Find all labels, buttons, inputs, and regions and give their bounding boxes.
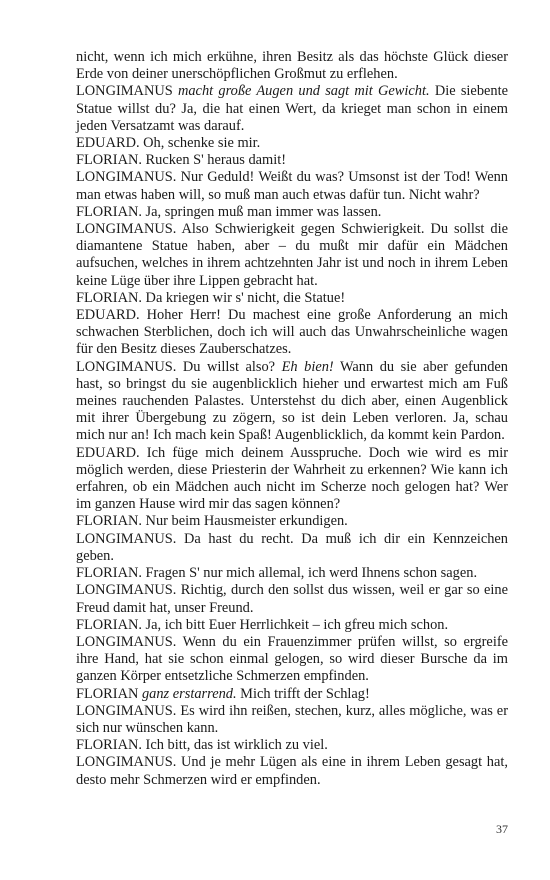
- speech-text: LONGIMANUS. Da hast du recht. Da muß ich dir ein Kennzeichen geben.: [76, 530, 508, 564]
- speech-text: FLORIAN. Ich bitt, das ist wirklich zu viel.: [76, 737, 328, 754]
- speech-paragraph: [76, 754, 508, 788]
- speech-text: FLORIAN. Ja, springen muß man immer was lassen.: [76, 203, 382, 220]
- speech-paragraph: [76, 531, 508, 565]
- page-number: 37: [496, 822, 508, 836]
- speech-text: FLORIAN. Da kriegen wir s' nicht, die Statue!: [76, 289, 346, 306]
- speech-paragraph: [76, 221, 508, 290]
- page-text: [76, 49, 508, 789]
- speech-text: EDUARD. Ich füge mich deinem Ausspruche. Doch wie wird es mir möglich werden, diese Priesterin der Wahrheit zu erkennen? Wie kann ich erfahren, ob ein Mädchen auch nicht im Scherze noch gelogen hat? Wer im ganzen Hause wird mir das sagen können?: [76, 444, 508, 513]
- speech-text: LONGIMANUS. Es wird ihn reißen, stechen, kurz, alles mögliche, was er sich nur wünschen kann.: [76, 702, 508, 736]
- speech-paragraph: [76, 703, 508, 737]
- speech-text: LONGIMANUS. Also Schwierigkeit gegen Schwierigkeit. Du sollst die diamantene Statue haben, aber – du mußt mir dafür ein Mädchen aufsuchen, welches in ihrem achtzehnten Jahr ist und noch in ihrem Leben keine Lüge über ihre Lippen gebracht hat.: [76, 221, 508, 289]
- speech-text: FLORIAN. Nur beim Hausmeister erkundigen.: [76, 513, 348, 530]
- speech-paragraph: [76, 359, 508, 445]
- speech-text: LONGIMANUS. Richtig, durch den sollst dus wissen, weil er gar so eine Freud damit hat, unser Freund.: [76, 582, 508, 616]
- stage-direction: ganz erstarrend.: [141, 685, 237, 702]
- stage-direction: macht große Augen und sagt mit Gewicht.: [177, 83, 430, 100]
- speech-text: LONGIMANUS. Wenn du ein Frauenzimmer prüfen willst, so ergreife ihre Hand, hat sie schon einmal gelogen, so wird dieser Bursche da im ganzen Körper entsetzliche Schmerzen empfinden.: [76, 633, 508, 685]
- speech-paragraph: [76, 445, 508, 514]
- speech-paragraph: [76, 204, 508, 221]
- speech-paragraph: [76, 49, 508, 83]
- speech-text: FLORIAN. Fragen S' nur mich allemal, ich werd Ihnens schon sagen.: [76, 565, 478, 582]
- speech-paragraph: [76, 565, 508, 582]
- speech-text: LONGIMANUS. Nur Geduld! Weißt du was? Umsonst ist der Tod! Wenn man etwas haben will, so muß man auch etwas dafür tun. Nicht wahr?: [76, 169, 508, 203]
- speech-text: Mich trifft der Schlag!: [236, 685, 370, 702]
- speech-paragraph: [76, 83, 508, 135]
- speech-text: FLORIAN: [76, 685, 142, 702]
- speech-paragraph: [76, 290, 508, 307]
- speech-text: LONGIMANUS: [76, 83, 178, 100]
- speech-text: Wann du sie aber gefunden hast, so bringst du sie augenblicklich hieher und erwartest mich am Fuß meines rauchenden Palastes. Unterstehst du dich aber, einen Augenblick mit ihrer Übergebung zu zögern, so ist dein Leben verloren. Ja, schau mich nur an! Ich mach kein Spaß! Augenblicklich, da kommt kein Pardon.: [76, 358, 508, 444]
- stage-direction: Eh bien!: [281, 358, 334, 375]
- speech-paragraph: [76, 686, 508, 703]
- speech-text: Die siebente Statue willst du? Ja, die hat einen Wert, da krieget man schon in einem jeden Versatzamt was darauf.: [76, 83, 508, 134]
- speech-paragraph: [76, 135, 508, 152]
- speech-text: nicht, wenn ich mich erkühne, ihren Besitz als das höchste Glück dieser Erde von deiner unerschöpflichen Großmut zu erflehen.: [76, 49, 508, 83]
- speech-paragraph: [76, 737, 508, 754]
- speech-paragraph: [76, 634, 508, 686]
- speech-paragraph: [76, 582, 508, 616]
- speech-text: FLORIAN. Ja, ich bitt Euer Herrlichkeit – ich gfreu mich schon.: [76, 616, 449, 633]
- speech-paragraph: [76, 169, 508, 203]
- speech-text: FLORIAN. Rucken S' heraus damit!: [76, 152, 287, 169]
- speech-paragraph: [76, 307, 508, 359]
- speech-paragraph: [76, 617, 508, 634]
- speech-text: LONGIMANUS. Und je mehr Lügen als eine in ihrem Leben gesagt hat, desto mehr Schmerzen wird er empfinden.: [76, 754, 508, 788]
- speech-text: EDUARD. Oh, schenke sie mir.: [76, 135, 261, 152]
- speech-text: EDUARD. Hoher Herr! Du machest eine große Anforderung an mich schwachen Sterblichen, doch ich will auch das Unwahrscheinliche wagen für den Besitz dieses Zauberschatzes.: [76, 307, 508, 358]
- speech-paragraph: [76, 152, 508, 169]
- speech-text: LONGIMANUS. Du willst also?: [76, 358, 282, 375]
- speech-paragraph: [76, 513, 508, 530]
